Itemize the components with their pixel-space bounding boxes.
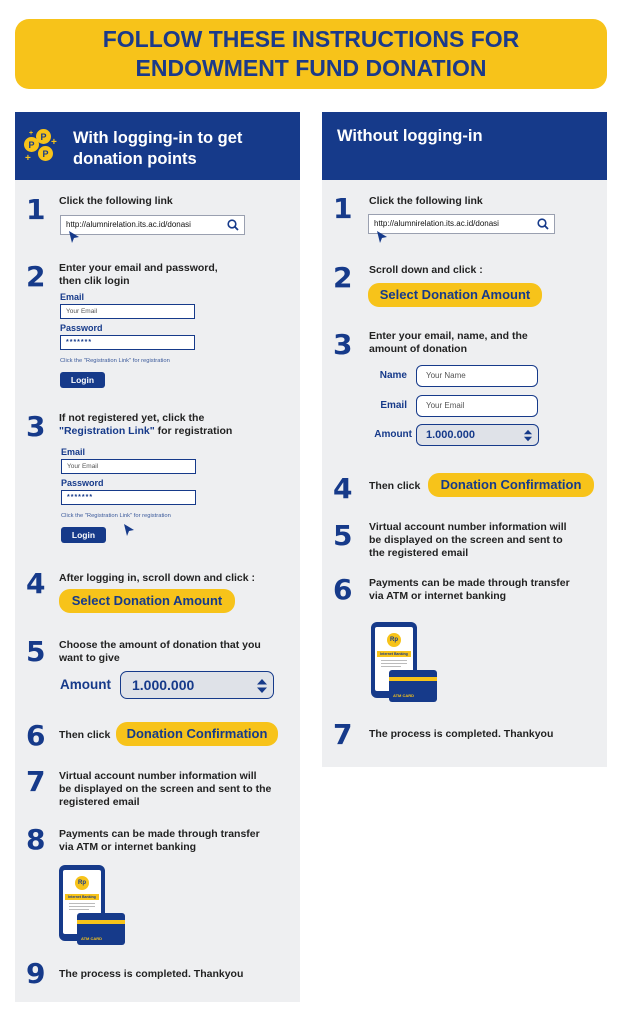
step-number: 3 [26,410,46,443]
password-field[interactable]: ******* [60,335,195,350]
amount-value: 1.000.000 [426,429,475,441]
step-number: 5 [26,635,46,668]
name-label: Name [379,370,407,381]
step-text: Virtual account number information will be displayed on the screen and sent to the registered email [369,521,567,559]
step-number: 6 [26,719,46,752]
email-label: Email [61,447,86,457]
step-text: Click the following link [59,195,173,207]
cursor-icon [123,523,135,537]
step-number: 1 [333,192,353,225]
amount-label: Amount [60,677,111,692]
donation-link[interactable]: http://alumnirelation.its.ac.id/donasi [60,215,245,235]
registration-note: Click the "Registration Link" for registration [60,358,170,364]
password-label: Password [61,478,104,488]
step-text: Then click [59,729,111,741]
select-donation-amount-button[interactable]: Select Donation Amount [368,283,542,307]
registration-link[interactable]: "Registration Link" [59,425,155,437]
amount-stepper[interactable] [416,424,539,446]
password-field[interactable]: ******* [61,490,196,505]
atm-card-illustration: ATM CARD [77,913,125,945]
amount-label: Amount [374,429,412,440]
step-number: 2 [26,260,46,293]
step-number: 5 [333,519,353,552]
step-number: 9 [26,957,46,990]
points-coins-icon: P P P + + + [25,130,57,164]
step-text: Virtual account number information will be displayed on the screen and sent to the registered email [59,770,272,808]
login-button[interactable]: Login [60,372,105,388]
step-text: Enter your email, name, and the amount of donation [369,330,528,355]
amount-value: 1.000.000 [132,677,195,693]
step-text: Choose the amount of donation that you want to give [59,639,261,664]
step-number: 8 [26,823,46,856]
select-donation-amount-button[interactable]: Select Donation Amount [59,589,235,613]
step-text: Payments can be made through transfer via ATM or internet banking [369,577,570,602]
without-login-header [322,112,607,180]
amount-stepper[interactable] [120,671,274,699]
email-field[interactable]: Your Email [61,459,196,474]
atm-card-illustration: ATM CARD [389,670,437,702]
without-login-column [322,112,607,767]
cursor-icon [376,230,388,244]
phone-illustration: Rp Internet Banking [371,622,417,698]
search-icon [227,219,239,231]
donation-link[interactable]: http://alumnirelation.its.ac.id/donasi [368,214,555,234]
step-text: Enter your email and password, then clik login [59,262,218,287]
donation-confirmation-button[interactable]: Donation Confirmation [428,473,594,497]
login-button[interactable]: Login [61,527,106,543]
page-title-banner [15,19,607,89]
step-text: Scroll down and click : [369,264,483,276]
step-number: 4 [26,567,46,600]
step-text: If not registered yet, click the "Registration Link" for registration [59,412,233,437]
step-number: 2 [333,261,353,294]
step-number: 7 [333,718,353,751]
with-login-header [15,112,300,180]
step-text: Then click [369,480,421,492]
phone-illustration: Rp Internet Banking [59,865,105,941]
updown-arrow-icon[interactable] [256,678,268,694]
step-text: Click the following link [369,195,483,207]
email-field[interactable]: Your Email [60,304,195,319]
name-field[interactable]: Your Name [416,365,538,387]
step-number: 7 [26,765,46,798]
page-title-line-2: ENDOWMENT FUND DONATION [135,55,487,81]
registration-note: Click the "Registration Link" for registration [61,513,171,519]
email-label: Email [60,292,85,302]
step-text: The process is completed. Thankyou [369,728,554,740]
email-field[interactable]: Your Email [416,395,538,417]
donation-confirmation-button[interactable]: Donation Confirmation [116,722,278,746]
step-text: Payments can be made through transfer via ATM or internet banking [59,828,260,853]
email-label: Email [380,400,407,411]
password-label: Password [60,323,103,333]
step-number: 3 [333,328,353,361]
without-login-title: Without logging-in [337,127,483,145]
step-number: 1 [26,193,46,226]
with-login-title: With logging-in to get donation points [73,129,243,168]
step-text: The process is completed. Thankyou [59,968,244,980]
page-title-line-1: FOLLOW THESE INSTRUCTIONS FOR [102,26,520,52]
updown-arrow-icon[interactable] [523,429,533,442]
search-icon [537,218,549,230]
with-login-column [15,112,300,1002]
step-number: 4 [333,472,353,505]
step-text: After logging in, scroll down and click : [59,572,256,584]
cursor-icon [68,230,80,244]
step-number: 6 [333,573,353,606]
